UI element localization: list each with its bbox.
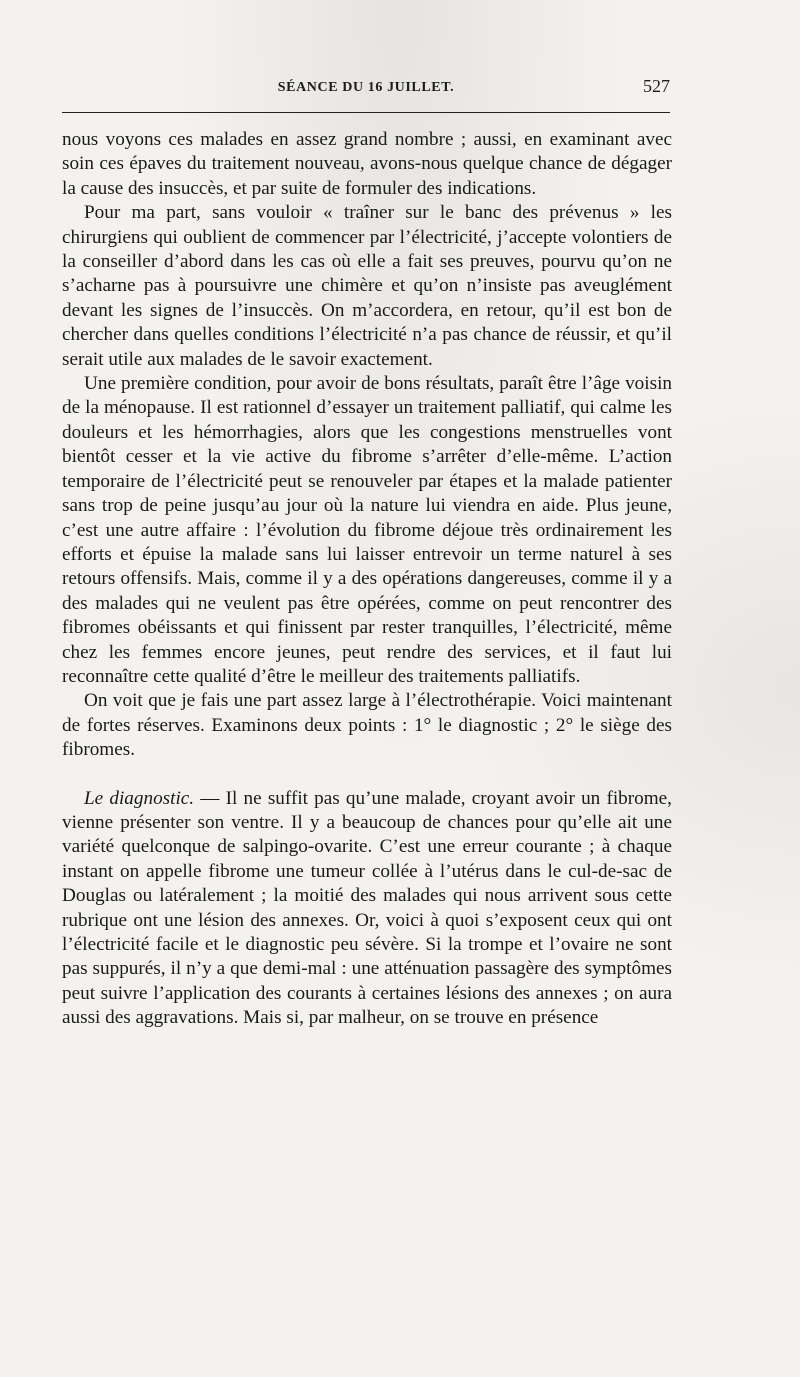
paragraph-2: Pour ma part, sans vouloir « traîner sur le banc des prévenus » les chirurgiens qui oublient de commencer par l’électricité, j’accepte volontiers de la conseiller d’abord dans les cas où elle a fait ses preuves, pourvu qu’on ne s’acharne pas à poursuivre une chimère et qu’on n’insiste pas aveuglément devant les signes de l’insuccès. On m’accordera, en retour, qu’il est bon de chercher dans quelles conditions l’électricité n’a pas chance de réussir, et qu’il serait utile aux malades de le savoir exactement. (62, 202, 672, 370)
section-heading: Le diagnostic. (84, 787, 195, 809)
page-number: 527 (643, 76, 670, 96)
section-diagnostic (62, 787, 672, 1031)
page-header (62, 76, 670, 102)
paragraph-3: Une première condition, pour avoir de bons résultats, paraît être l’âge voisin de la ménopause. Il est rationnel d’essayer un traitement palliatif, qui calme les douleurs et les hémorrhagies, alors que les congestions menstruelles vont bientôt cesser et la vie active du fibrome s’arrêter d’elle-même. L’action temporaire de l’électricité peut se renouveler par étapes et la malade patienter sans trop de peine jusqu’au jour où la nature lui viendra en aide. Plus jeune, c’est une autre affaire : l’évolution du fibrome déjoue très ordinairement les efforts et épuise la malade sans lui laisser entrevoir un terme naturel à ses retours offensifs. Mais, comme il y a des opérations dangereuses, comme il y a des malades qui ne veulent pas être opérées, comme on peut rencontrer des fibromes obéissants et qui finissent par rester tranquilles, l’électricité, même chez les femmes encore jeunes, peut rendre des services, et il faut lui reconnaître cette qualité d’être le meilleur des traitements palliatifs. (62, 373, 672, 687)
header-rule (62, 112, 670, 113)
paragraph-1: nous voyons ces malades en assez grand nombre ; aussi, en examinant avec soin ces épaves du traitement nouveau, avons-nous quelque chance de dégager la cause des insuccès, et par suite de formuler des indications. (62, 129, 672, 199)
running-head: SÉANCE DU 16 JUILLET. (277, 80, 455, 95)
body-text (62, 128, 672, 1031)
section-text: — Il ne suffit pas qu’une malade, croyant avoir un fibrome, vienne présenter son ventre. Il y a beaucoup de chances pour qu’elle ait une variété quelconque de salpingo-ovarite. C’est une erreur courante ; à chaque instant on appelle fibrome une tumeur collée à l’utérus dans le cul-de-sac de Douglas ou latéralement ; la moitié des malades qui nous arrivent sous cette rubrique ont une lésion des annexes. Or, voici à quoi s’exposent ceux qui ont l’électricité facile et le diagnostic peu sévère. Si la trompe et l’ovaire ne sont pas suppurés, il n’y a que demi-mal : une atténuation passagère des symptômes peut suivre l’application des courants à certaines lésions des annexes ; on aura aussi des aggravations. Mais si, par malheur, on se trouve en présence (62, 787, 672, 1029)
paragraph-4: On voit que je fais une part assez large à l’électrothérapie. Voici maintenant de fortes réserves. Examinons deux points : 1° le diagnostic ; 2° le siège des fibromes. (62, 690, 672, 761)
